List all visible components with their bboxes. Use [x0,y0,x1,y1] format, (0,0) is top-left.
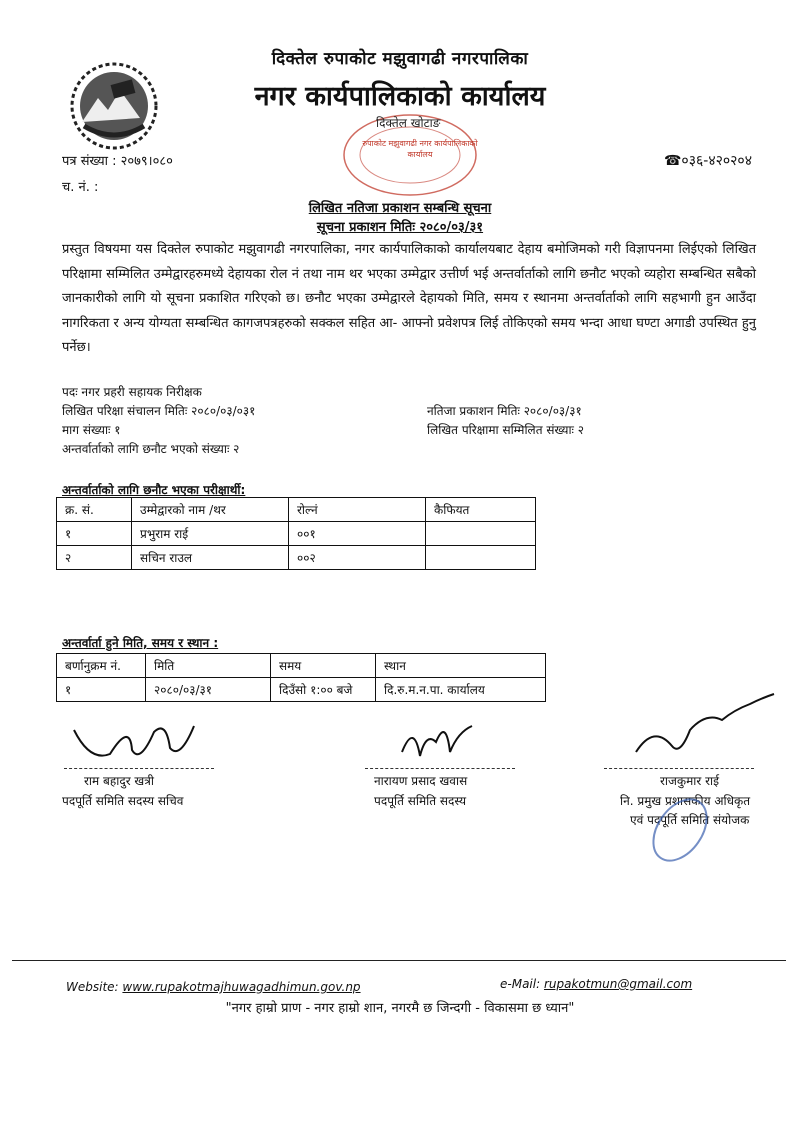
table-cell: दिउँसो १:०० बजे [271,678,376,702]
demand-count: माग संख्याः १ [62,423,121,437]
table-header: कैफियत [426,498,536,522]
signature-mark [392,712,482,768]
dispatch-number: च. नं. : [62,180,99,195]
email-link[interactable]: rupakotmun@gmail.com [543,977,693,991]
table-header-row [57,654,546,678]
post-title: पदः नगर प्रहरी सहायक निरीक्षक [62,385,202,399]
table-cell: २०८०/०३/३१ [146,678,271,702]
table-cell [426,546,536,570]
table-header: उम्मेद्वारको नाम /थर [132,498,289,522]
table-header-row [57,498,536,522]
email-label: e-Mail: [500,977,541,991]
schedule-caption: अन्तर्वार्ता हुने मिति, समय र स्थान : [62,636,219,650]
website-block [66,980,361,994]
table-row [57,522,536,546]
footer-divider [12,960,786,961]
signatory-role: पदपूर्ति समिति सदस्य सचिव [62,794,184,808]
signatory-role-2: एवं पदपूर्ति समिति संयोजक [630,813,750,827]
signature-mark [624,690,784,766]
signatory-name: नारायण प्रसाद खवास [374,774,468,788]
signatory-name: राजकुमार राई [660,774,720,788]
table-cell: ००१ [289,522,426,546]
website-link[interactable]: www.rupakotmajhuwagadhimun.gov.np [122,980,361,994]
signatory-role: पदपूर्ति समिति सदस्य [374,794,467,808]
table-row [57,678,546,702]
notice-body: प्रस्तुत विषयमा यस दिक्तेल रुपाकोट मझुवागढी नगरपालिका, नगर कार्यपालिकाको कार्यालयबाट देहाय बमोजिमको गरी विज्ञापनमा लिईएको लिखित परिक्षामा सम्मिलित उम्मेद्वारहरुमध्ये देहायका रोल नं तथा नाम थर भएका उम्मेद्वार उत्तीर्ण भई अन्तर्वार्ताको लागि छनौट भएको व्यहोरा सम्बन्धित सबैको जानकारीको लागि यो सूचना प्रकाशित गरिएको छ। छनौट भएका उम्मेद्वारले देहायको मिति, समय र स्थानमा अन्तर्वार्ताको लागि सहभागी हुन आउँदा नागरिकता र अन्य योग्यता सम्बन्धित कागजपत्रहरुको सक्कल सहित आ- आफ्नो प्रवेशपत्र लिई तोकिएको समय भन्दा आधा घण्टा अगाडी उपस्थित हुनु पर्नेछ। [62,242,756,355]
email-block [500,977,692,991]
notice-subject: लिखित नतिजा प्रकाशन सम्बन्धि सूचना [308,201,492,216]
letter-number: पत्र संख्या : २०७९।०८० [62,154,173,169]
table-cell: १ [57,522,132,546]
website-label: Website: [66,980,119,994]
table-header: स्थान [376,654,546,678]
schedule-table [56,653,546,702]
table-header: मिति [146,654,271,678]
table-cell: दि.रु.म.न.पा. कार्यालय [376,678,546,702]
participant-count: लिखित परिक्षामा सम्मिलित संख्याः २ [427,423,585,437]
signatory-role: नि. प्रमुख प्रशासकीय अधिकृत [620,794,751,808]
exam-date: लिखित परिक्षा संचालन मितिः २०८०/०३/०३१ [62,404,256,418]
table-header: रोल्नं [289,498,426,522]
candidates-table [56,497,536,570]
phone-number: ☎०३६-४२०२०४ [663,153,752,169]
result-date: नतिजा प्रकाशन मितिः २०८०/०३/३१ [427,404,582,418]
table-cell [426,522,536,546]
office-title: नगर कार्यपालिकाको कार्यालय [254,81,546,112]
stamp-ring-text: रुपाकोट मझुवागढी नगर कार्यपालिकाको कार्यालय [362,139,478,159]
footer-motto: "नगर हाम्रो प्राण - नगर हाम्रो शान, नगरमै छ जिन्दगी - विकासमा छ ध्यान" [225,1001,575,1016]
signature-line [365,768,515,769]
shortlisted-count: अन्तर्वार्ताको लागि छनौट भएको संख्याः २ [62,442,240,456]
table-cell: प्रभुराम राई [132,522,289,546]
signature-line [604,768,754,769]
table-header: बर्णानुक्रम नं. [57,654,146,678]
candidates-caption: अन्तर्वार्ताको लागि छनौट भएका परीक्षार्थी: [62,483,246,497]
signatory-name: राम बहादुर खत्री [84,774,154,788]
notice-date: सूचना प्रकाशन मितिः २०८०/०३/३१ [316,220,484,235]
table-cell: २ [57,546,132,570]
table-row [57,546,536,570]
table-header: क्र. सं. [57,498,132,522]
signature-mark [70,712,200,768]
signature-line [64,768,214,769]
table-cell: सचिन राउल [132,546,289,570]
official-stamp [640,790,720,870]
stamp-label: दिक्तेल खोटाङ [376,116,441,130]
table-cell: १ [57,678,146,702]
table-header: समय [271,654,376,678]
table-cell: ००२ [289,546,426,570]
municipality-name: दिक्तेल रुपाकोट मझुवागढी नगरपालिका [271,49,529,69]
